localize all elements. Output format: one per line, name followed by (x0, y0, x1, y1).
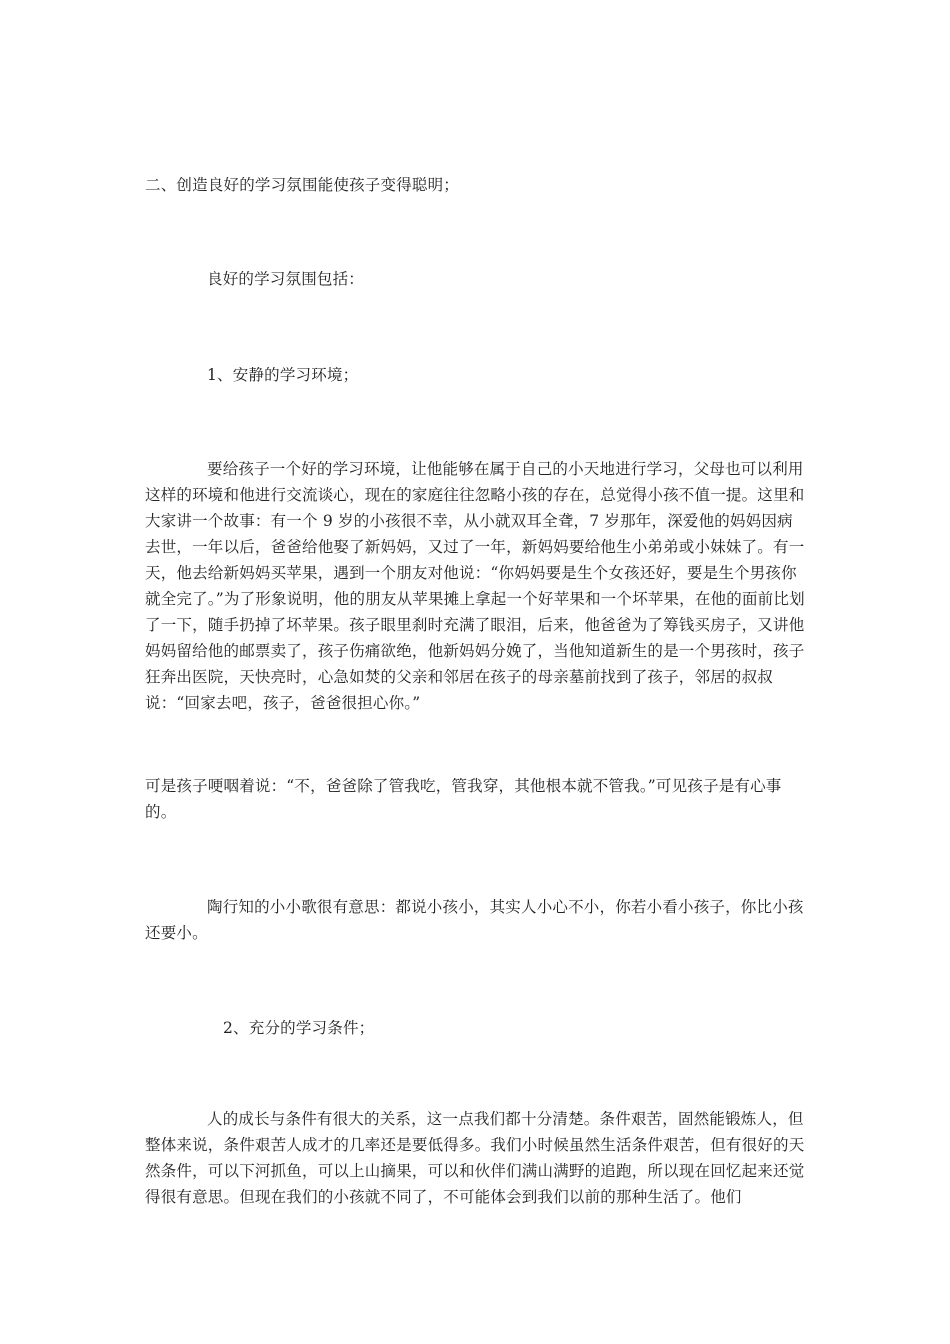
paragraph-study-conditions: 人的成长与条件有很大的关系，这一点我们都十分清楚。条件艰苦，固然能锻炼人，但整体来说，条件艰苦人成才的几率还是要低得多。我们小时候虽然生活条件艰苦，但有很好的天然条件，可以下河抓鱼，可以上山摘果，可以和伙伴们满山满野的追跑，所以现在回忆起来还觉得很有意思。但现在我们的小孩就不同了，不可能体会到我们以前的那种生活了。他们 (145, 1110, 805, 1206)
paragraph-tao-xingzhi: 陶行知的小小歌很有意思：都说小孩小，其实人小心不小，你若小看小孩子，你比小孩还要小。 (145, 898, 804, 942)
intro-line: 良好的学习氛围包括： (207, 270, 365, 288)
item2-title: 2、充分的学习条件； (223, 1019, 375, 1037)
section-heading: 二、创造良好的学习氛围能使孩子变得聪明； (145, 176, 460, 194)
paragraph-study-environment: 要给孩子一个好的学习环境，让他能够在属于自己的小天地进行学习，父母也可以利用这样的环境和他进行交流谈心，现在的家庭往往忽略小孩的存在，总觉得小孩不值一提。这里和大家讲一个故事：有一个 9 岁的小孩很不幸，从小就双耳全聋，7 岁那年，深爱他的妈妈因病去世，一年以后，爸爸给他娶了新妈妈，又过了一年，新妈妈要给他生小弟弟或小妹妹了。有一天，他去给新妈妈买苹果，遇到一个朋友对他说：“你妈妈要是生个女孩还好，要是生个男孩你就全完了。”为了形象说明，他的朋友从苹果摊上拿起一个好苹果和一个坏苹果，在他的面前比划了一下，随手扔掉了坏苹果。孩子眼里刹时充满了眼泪，后来，他爸爸为了筹钱买房子，又讲他妈妈留给他的邮票卖了，孩子伤痛欲绝，他新妈妈分娩了，当他知道新生的是一个男孩时，孩子狂奔出医院，天快亮时，心急如焚的父亲和邻居在孩子的母亲墓前找到了孩子，邻居的叔叔说：“回家去吧，孩子，爸爸很担心你。” (145, 460, 805, 712)
paragraph-child-reply: 可是孩子哽咽着说：“不，爸爸除了管我吃，管我穿，其他根本就不管我。”可见孩子是有心事的。 (145, 777, 782, 821)
item1-title: 1、安静的学习环境； (207, 366, 359, 384)
